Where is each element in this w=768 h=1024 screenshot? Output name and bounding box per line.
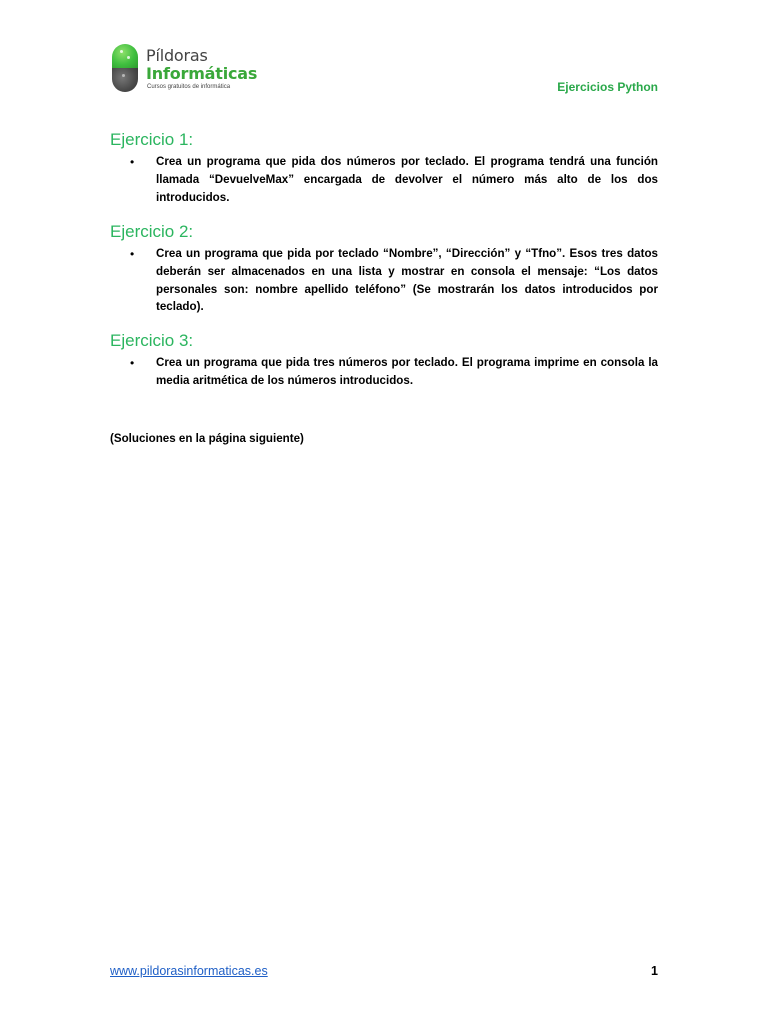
website-link[interactable]: www.pildorasinformaticas.es [110,964,268,978]
logo-tagline: Cursos gratuitos de informática [147,84,231,90]
exercise-text: Crea un programa que pida por teclado “Nombre”, “Dirección” y “Tfno”. Esos tres datos deberán ser almacenados en una lista y mostrar en consola el mensaje: “Los datos personales son: nombre apellido teléfono” (Se mostrarán los datos introducidos por teclado). [156,246,658,314]
exercise-title: Ejercicio 3: [110,331,194,351]
bullet-icon: • [130,155,135,169]
exercise-list [110,129,658,390]
exercise-3 [110,330,658,390]
logo-line2: Informáticas [146,64,258,83]
exercise-title: Ejercicio 1: [110,130,194,149]
page-number: 1 [651,964,658,978]
solutions-note: (Soluciones en la página siguiente) [110,432,304,445]
logo-line1: Píldoras [146,46,208,65]
pill-logo-icon [112,44,138,92]
exercise-1 [110,129,658,207]
logo [110,44,270,94]
bullet-icon: • [130,356,135,371]
exercise-2 [110,221,658,317]
bullet-icon: • [130,246,135,261]
exercise-title: Ejercicio 2: [110,221,194,241]
exercise-text: Crea un programa que pida tres números por teclado. El programa imprime en consola la media aritmética de los números introducidos. [156,356,658,388]
header-title: Ejercicios Python [557,80,658,94]
exercise-text: Crea un programa que pida dos números por teclado. El programa tendrá una función llamada “DevuelveMax” encargada de devolver el número más alto de los dos introducidos. [156,155,658,204]
